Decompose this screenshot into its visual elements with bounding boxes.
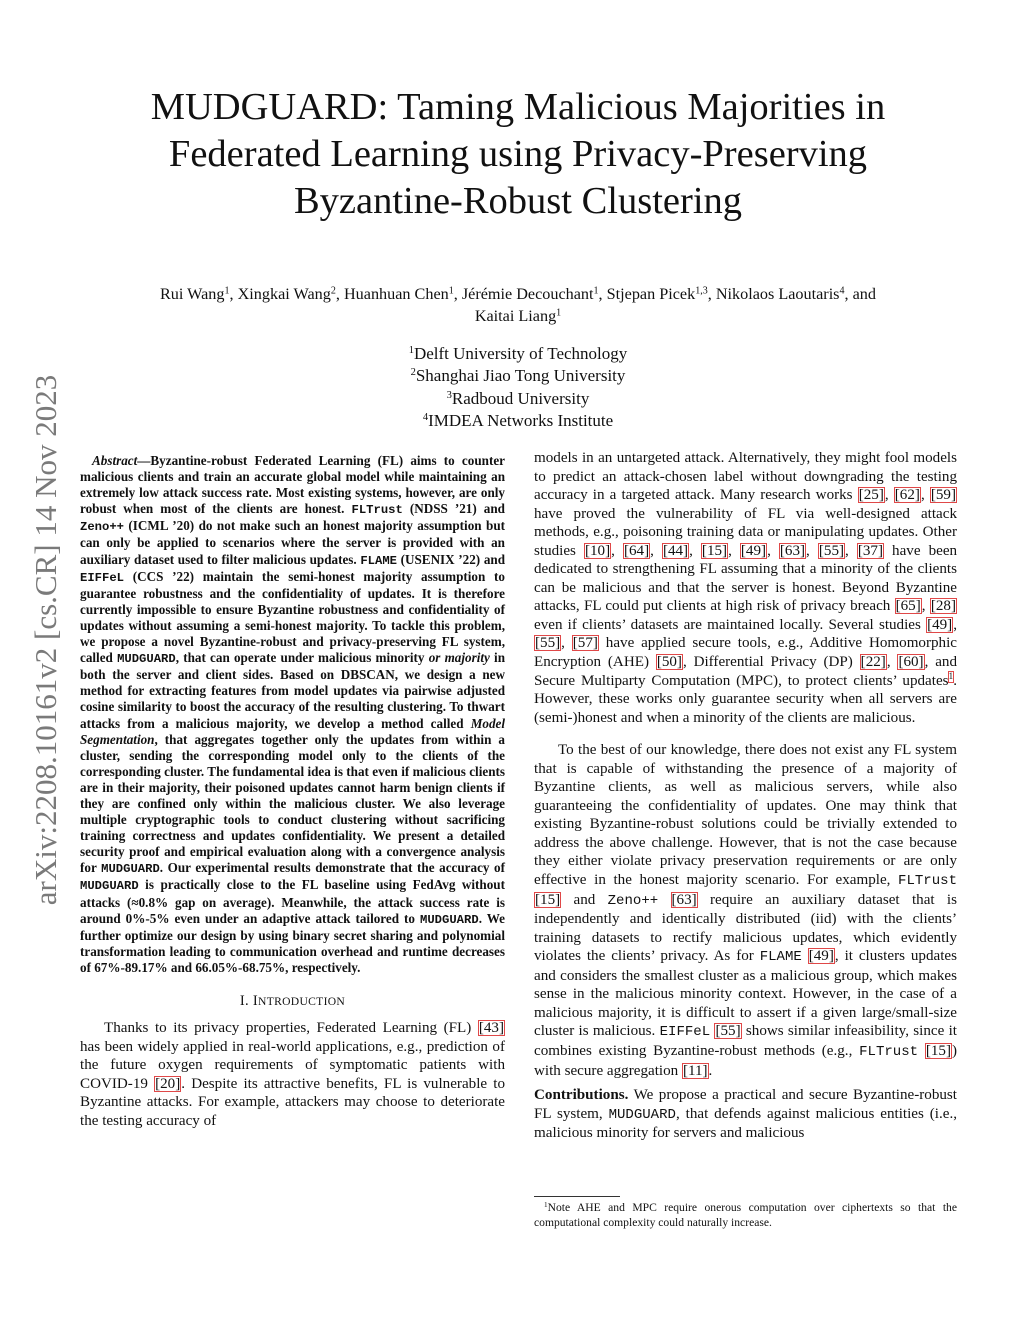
- separator: [658, 892, 670, 908]
- citation-link[interactable]: [49]: [808, 948, 834, 965]
- affiliation-name: Shanghai Jiao Tong University: [415, 366, 626, 386]
- emphasis: Model Segmentation: [80, 715, 505, 747]
- abstract-text: (CCS ’22) maintain the semi-honest majority assumption to guarantee robustness and the confidentiality of updates. It is therefore currently impossible to ensure Byzantine robustness and confidentiality of updates without assuming a semi-honest majority. To tackle this problem, we propose a novel Byzantine-robust and privacy-preserving FL system, called: [80, 568, 505, 666]
- abstract-text: (USENIX ’22) and: [397, 551, 506, 567]
- citation-link[interactable]: [63]: [671, 891, 697, 908]
- body-text: .: [708, 1062, 713, 1079]
- citation-link[interactable]: [62]: [894, 487, 920, 504]
- author-affil-mark: 1: [448, 285, 454, 297]
- affiliation-mark: 1: [408, 345, 414, 357]
- section-heading-introduction: [80, 993, 505, 1010]
- emphasis: or majority: [428, 650, 490, 666]
- abstract-text: , that aggregates together only the updates from within a cluster, sending the corresponding model only to the clients of the corresponding cluster. The fundamental idea is that even if malicious clients are in their majority, their poisoned updates cannot harm benign clients if they are confined only within the malicious cluster. We also leverage multiple cryptographic tools to conduct clustering without sacrificing training correctness and updates confidentiality. We present a detailed security proof and empirical evaluation along with a convergence analysis for: [80, 731, 505, 876]
- system-name: Zeno++: [607, 892, 659, 909]
- body-text: have proved the vulnerability of FL via well-designed attack methods, e.g., poisoning training data or manipulating updates. Other studies: [534, 505, 957, 559]
- body-paragraph: [534, 741, 957, 1080]
- citation-link[interactable]: [22]: [860, 654, 886, 671]
- body-text: . Despite its attractive benefits, FL is vulnerable to Byzantine attacks. For example, attackers may choose to deteriorate the testing accuracy of: [80, 1075, 505, 1129]
- separator: [802, 948, 808, 964]
- author-affil-mark: 1: [556, 307, 562, 319]
- system-name: FLAME: [759, 949, 802, 966]
- system-name: MUDGUARD: [608, 1106, 676, 1123]
- affiliation: [300, 388, 736, 410]
- separator: ,: [767, 542, 779, 559]
- separator: ,: [953, 616, 957, 633]
- affiliation: [300, 365, 736, 387]
- contributions-paragraph: [534, 1086, 957, 1143]
- affiliation-mark: 3: [446, 389, 452, 401]
- author-name: Kaitai Liang: [474, 307, 557, 325]
- system-name: EIFFeL: [659, 1024, 711, 1041]
- body-text: require an auxiliary dataset that is independently and identically distributed (iid) with the clients’ training datasets to rectify malicious updates, which evidently violates the clients’ privacy. As for: [534, 891, 957, 965]
- body-text: Thanks to its privacy properties, Federated Learning (FL): [104, 1020, 478, 1036]
- abstract-label: Abstract: [92, 453, 138, 468]
- separator: [918, 1043, 925, 1059]
- system-name: FLAME: [360, 553, 397, 568]
- affiliation-name: Radboud University: [451, 388, 590, 408]
- separator: ,: [886, 654, 898, 671]
- body-text: and: [561, 891, 608, 908]
- author-list: Rui Wang$^1$, Xingkai Wang$^2$, Huanhuan Chen$^1$, Jérémie Decouchant$^1$, Stjepan Picek$^{1,3}$, Nikolaos Laoutaris$^4$, and Kaitai Liang$^1$: [160, 285, 876, 325]
- footnote-text: Note AHE and MPC require onerous computation over ciphertexts so that the computational complexity could naturally increase.: [534, 1201, 957, 1229]
- affiliation: [300, 410, 736, 432]
- system-name: MUDGUARD: [420, 912, 479, 927]
- author-name: Stjepan Picek: [606, 285, 696, 303]
- separator: ,: [884, 487, 894, 504]
- body-text: even if clients’ datasets are maintained locally. Several studies: [534, 616, 927, 633]
- separator: ,: [689, 542, 701, 559]
- citation-link[interactable]: [57]: [572, 635, 598, 652]
- citation-link[interactable]: [43]: [478, 1020, 504, 1036]
- author-conjunction: and: [852, 285, 876, 303]
- separator: ,: [921, 598, 930, 615]
- citation-link[interactable]: [20]: [155, 1075, 181, 1092]
- citation-link[interactable]: [25]: [858, 487, 884, 504]
- author-name: Nikolaos Laoutaris: [715, 285, 840, 303]
- citation-link[interactable]: [50]: [656, 654, 682, 671]
- citation-link[interactable]: [10]: [584, 542, 611, 559]
- paper-title: MUDGUARD: Taming Malicious Majorities in Federated Learning using Privacy-Preserving Byzantine-Robust Clustering: [150, 86, 886, 222]
- citation-link[interactable]: [64]: [623, 542, 650, 559]
- affiliation: [300, 343, 736, 365]
- citation-link[interactable]: [59]: [930, 487, 957, 504]
- body-text: have applied secure tools, e.g., Additive Homomorphic Encryption (AHE): [534, 635, 957, 671]
- author-affil-mark: 4: [839, 285, 845, 297]
- citation-link[interactable]: [37]: [857, 542, 884, 559]
- body-text: To the best of our knowledge, there does not exist any FL system that is capable of withstanding the presence of a majority of Byzantine clients, as well as malicious servers, while also guaranteeing the confidentiality of updates. One may think that existing Byzantine-robust solutions could be trivially extended to address the above challenge. However, that is not the case because they either violate privacy preservation requirements or are only effective in the honest majority scenario. For example,: [534, 742, 957, 889]
- section-title-initial: I: [252, 993, 259, 1009]
- footnote: [534, 1201, 957, 1230]
- citation-link[interactable]: [49]: [927, 616, 953, 633]
- body-text: ) with secure aggregation: [534, 1042, 958, 1079]
- abstract-text: (ICML ’20) do not make such an honest majority assumption but can only be applied to scenarios where the server is provided with an auxiliary dataset used to filter malicious updates.: [80, 518, 505, 567]
- separator: ,: [728, 542, 740, 559]
- citation-link[interactable]: [55]: [818, 542, 845, 559]
- citation-link[interactable]: [55]: [535, 635, 561, 652]
- body-text: models in an untargeted attack. Alternatively, they might fool models to predict an attack-chosen label without downgrading the testing accuracy in a targeted attack. Many research works: [534, 450, 957, 504]
- author-name: Rui Wang: [160, 285, 225, 303]
- citation-link[interactable]: [11]: [682, 1062, 708, 1079]
- separator: ,: [845, 542, 857, 559]
- section-number: I.: [239, 993, 249, 1009]
- footnote-divider: [534, 1196, 620, 1197]
- author-name: Huanhuan Chen: [343, 285, 449, 303]
- citation-link[interactable]: [65]: [895, 598, 921, 615]
- affiliation-name: Delft University of Technology: [413, 344, 628, 363]
- body-text: shows similar infeasibility, since it combines existing Byzantine-robust methods (e.g.,: [534, 1023, 957, 1059]
- system-name: FLTrust: [859, 1043, 919, 1060]
- body-text: We propose a practical and secure Byzantine-robust FL system,: [534, 1087, 957, 1122]
- body-text: has been widely applied in real-world applications, e.g., prediction of the future oxygen requirements of symptomatic patients with COVID-19: [80, 1038, 505, 1092]
- citation-link[interactable]: [49]: [740, 542, 767, 559]
- body-text: . However, these works only guarantee security when all servers are (semi-)honest and when a minority of the clients are malicious.: [534, 672, 957, 726]
- author-name: Jérémie Decouchant: [461, 285, 594, 303]
- body-text: , that defends against malicious entities (i.e., malicious minority for servers and malicious: [534, 1105, 957, 1142]
- right-column: [534, 449, 957, 1143]
- abstract-text: (NDSS ’21) and: [402, 501, 505, 517]
- system-name: FLTrust: [351, 503, 403, 518]
- body-text: , Differential Privacy (DP): [682, 654, 860, 671]
- citation-link[interactable]: [63]: [779, 542, 806, 559]
- abstract-text: in both the server and client sides. Based on DBSCAN, we design a new method for extracting features from model updates via pairwise adjusted cosine similarity to boost the accuracy of the resulting clustering. To thwart attacks from a malicious majority, we develop a method called: [80, 650, 506, 731]
- paragraph-lead: Contributions.: [534, 1087, 629, 1104]
- abstract-text: is practically close to the FL baseline using FedAvg without attacks (≈0.8% gap on average). Meanwhile, the attack success rate is around 0%-5% even under an adaptive attack tailored to: [80, 877, 505, 926]
- footnote-marker[interactable]: 1: [948, 672, 954, 683]
- system-name: FLTrust: [898, 873, 957, 890]
- citation-link[interactable]: [28]: [930, 598, 956, 615]
- intro-paragraph: [80, 1019, 505, 1130]
- body-paragraph: [534, 449, 957, 727]
- system-name: MUDGUARD: [117, 652, 176, 667]
- author-affil-mark: 1: [224, 285, 230, 297]
- separator: ,: [806, 542, 818, 559]
- abstract-text: . Our experimental results demonstrate that the accuracy of: [159, 860, 506, 876]
- left-column: [80, 453, 505, 1130]
- body-text: , it clusters updates and considers the smallest cluster as a malicious group, which makes sense in the malicious minority context. However, in the case of a malicious majority, it is difficult to assert if a given large/small-size cluster is malicious.: [534, 948, 957, 1040]
- citation-link[interactable]: [15]: [925, 1042, 951, 1059]
- citation-link[interactable]: [15]: [701, 542, 728, 559]
- separator: ,: [920, 487, 930, 504]
- citation-link[interactable]: [44]: [662, 542, 689, 559]
- body-text: have been dedicated to strengthening FL assuming that a minority of the clients can be malicious and that the server is honest. Beyond Byzantine attacks, FL could put clients at high risk of privacy breach: [534, 542, 958, 615]
- body-text: , and Secure Multiparty Computation (MPC), to protect clients’ updates: [534, 654, 957, 689]
- citation-link[interactable]: [55]: [715, 1023, 741, 1040]
- author-name: Xingkai Wang: [237, 285, 331, 303]
- abstract-text: . We further optimize our design by using binary secret sharing and polynomial transformation leading to communication overhead and runtime decreases of 67%-89.17% and 66.05%-68.75%, respectively.: [80, 910, 505, 975]
- author-affil-mark: 2: [330, 285, 336, 297]
- separator: ,: [611, 542, 623, 559]
- section-title-rest: NTRODUCTION: [258, 995, 346, 1008]
- arxiv-identifier: arXiv:2208.10161v2 [cs.CR] 14 Nov 2023: [28, 374, 63, 906]
- citation-link[interactable]: [60]: [898, 654, 924, 671]
- abstract: [80, 453, 505, 976]
- affiliation-name: IMDEA Networks Institute: [428, 410, 614, 430]
- system-name: EIFFeL: [80, 570, 124, 585]
- abstract-text: , that can operate under malicious minority: [175, 650, 429, 666]
- citation-link[interactable]: [15]: [535, 891, 561, 908]
- author-affil-mark: 1: [593, 285, 599, 297]
- author-affil-mark: 1,3: [695, 285, 708, 297]
- footnote-mark: 1: [544, 1201, 548, 1210]
- system-name: MUDGUARD: [101, 862, 160, 877]
- abstract-text: —Byzantine-robust Federated Learning (FL) aims to counter malicious clients and train an accurate global model while maintaining an extremely low attack success rate. Most existing systems, however, are only robust when most of the clients are honest.: [80, 453, 505, 517]
- affiliation-list: [300, 343, 736, 432]
- separator: ,: [650, 542, 662, 559]
- affiliation-mark: 2: [410, 367, 416, 379]
- separator: ,: [561, 635, 572, 652]
- affiliation-mark: 4: [422, 412, 429, 424]
- system-name: MUDGUARD: [80, 879, 139, 894]
- system-name: Zeno++: [80, 520, 124, 535]
